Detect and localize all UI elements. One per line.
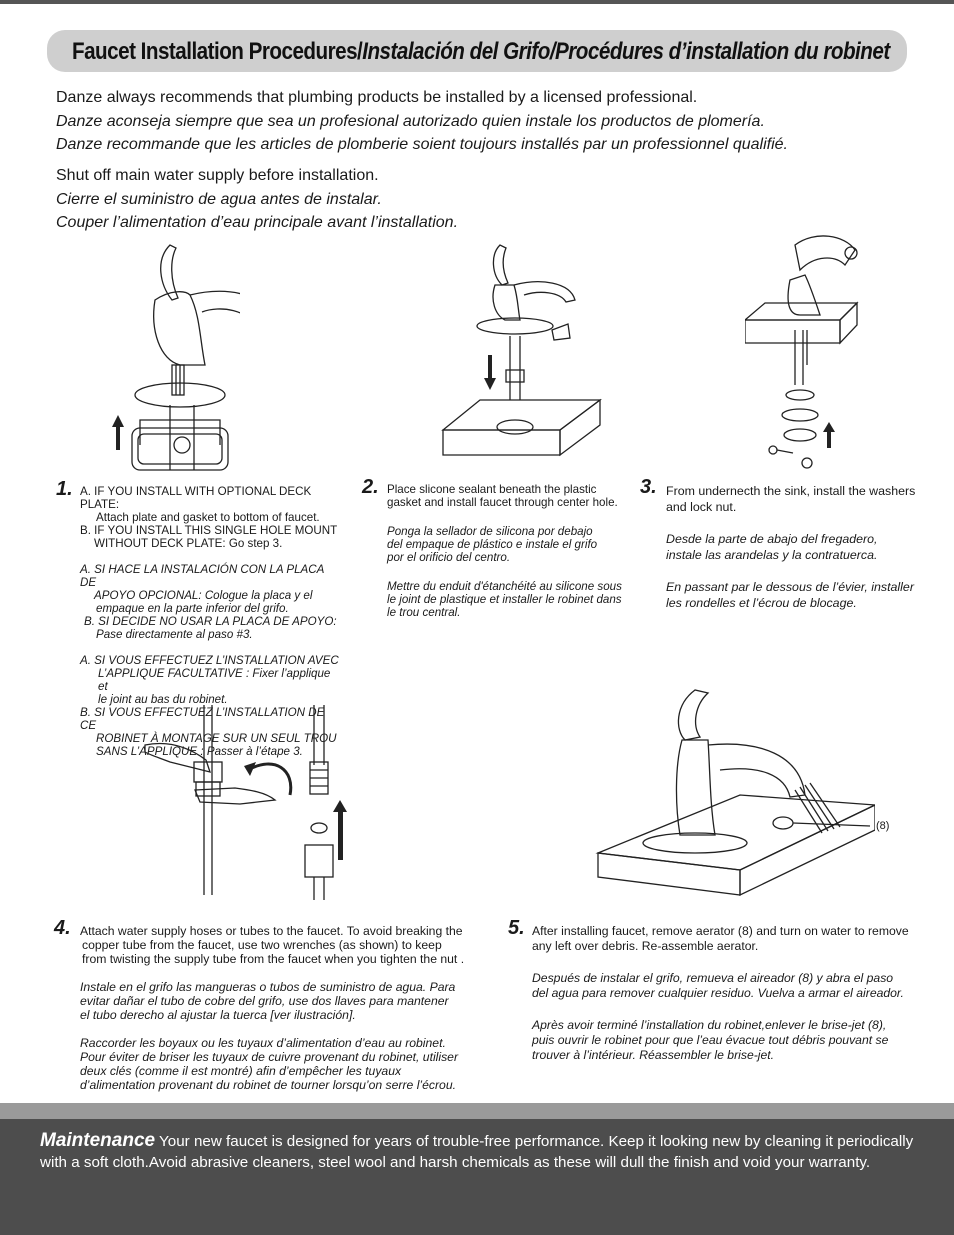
step2-line: gasket and install faucet through center hole. (387, 496, 618, 509)
step1-line: SANS L’APPLIQUE : Passer à l’étape 3. (96, 745, 303, 758)
step1-line: WITHOUT DECK PLATE: Go step 3. (94, 537, 283, 550)
step3-number: 3. (640, 476, 657, 498)
maintenance-title: Maintenance (40, 1130, 156, 1151)
step2-line: le trou central. (387, 606, 461, 619)
step4-number: 4. (54, 917, 71, 939)
step5-illustration (590, 685, 875, 900)
licensed-notice-fr: Danze recommande que les articles de plomberie soient toujours installés par un professionnel qualifié. (56, 136, 788, 153)
step3-line: instale las arandelas y la contratuerca. (666, 548, 878, 562)
licensed-notice-en: Danze always recommends that plumbing products be installed by a licensed professional. (56, 89, 698, 106)
step2-number: 2. (362, 476, 379, 498)
step1-number: 1. (56, 478, 73, 500)
step1-line: B. IF YOU INSTALL THIS SINGLE HOLE MOUNT (80, 524, 338, 537)
page-title: Faucet Installation Procedures/Instalación del Grifo/Procédures d’installation du robinet (72, 38, 890, 65)
shutoff-notice (56, 164, 458, 235)
step4-line: Pour éviter de briser les tuyaux de cuivre provenant du robinet, utiliser (80, 1050, 459, 1064)
step4-line: copper tube from the faucet, use two wrenches (as shown) to keep (82, 938, 442, 952)
step1-line: ROBINET À MONTAGE SUR UN SEUL TROU (96, 732, 337, 745)
maintenance-panel-top-band (0, 1103, 954, 1119)
step5-line: del agua para remover cualquier residuo. Vuelva a armar el aireador. (532, 986, 904, 1000)
licensed-notice (56, 86, 788, 157)
step1-line: le joint au bas du robinet. (98, 693, 228, 706)
step3-line: En passant par le dessous de l’évier, installer (666, 580, 914, 594)
step4-line: d’alimentation provenant du robinet de tourner lorsqu’on serre l’écrou. (80, 1078, 457, 1092)
step5-line: Después de instalar el grifo, remueva el aireador (8) y abra el paso (532, 971, 894, 985)
step2-line: Ponga la sellador de silicona por debajo (387, 525, 593, 538)
step5-line: puis ouvrir le robinet pour que l’eau évacue tout débris pouvant se (532, 1033, 889, 1047)
step5-line: any left over debris. Re-assemble aerator. (532, 939, 759, 953)
step1-line: A. IF YOU INSTALL WITH OPTIONAL DECK PLATE: (80, 485, 312, 511)
step5-number: 5. (508, 917, 525, 939)
shutoff-notice-es: Cierre el suministro de agua antes de instalar. (56, 190, 382, 208)
step4-text (80, 924, 500, 1092)
step1-line: A. SI HACE LA INSTALACIÓN CON LA PLACA DE (80, 563, 324, 589)
step4-line: from twisting the supply tube from the faucet when you tighten the nut . (82, 952, 465, 966)
step1-line: A. SI VOUS EFFECTUEZ L’INSTALLATION AVEC (80, 654, 339, 667)
step3-line: From undernecth the sink, install the washers (666, 484, 916, 498)
step3-illustration (745, 225, 865, 475)
aerator-label: (8) (876, 820, 890, 832)
step1-line: B. SI VOUS EFFECTUEZ L’INSTALLATION DE CE (80, 706, 325, 732)
shutoff-notice-en: Shut off main water supply before installation. (56, 167, 379, 184)
step2-line: Mettre du enduit d'étanchéité au silicone sous (387, 580, 622, 593)
step1-line: empaque en la parte inferior del grifo. (96, 602, 289, 615)
top-rule (0, 0, 954, 4)
step5-line: After installing faucet, remove aerator (8) and turn on water to remove (532, 924, 909, 938)
step4-line: Instale en el grifo las mangueras o tubos de suministro de agua. Para (80, 980, 456, 994)
step1-line: Attach plate and gasket to bottom of faucet. (96, 511, 320, 524)
maintenance-body: Your new faucet is designed for years of trouble-free performance. Keep it looking new by cleaning it periodically with a soft cloth.Avoid abrasive cleaners, steel wool and harsh chemicals as these will dull the finish and void your warranty. (40, 1133, 914, 1171)
step2-illustration (440, 240, 610, 480)
step3-text (666, 483, 936, 611)
step2-line: le joint de plastique et installer le robinet dans (387, 593, 622, 606)
step4-line: Attach water supply hoses or tubes to the faucet. To avoid breaking the (80, 924, 463, 938)
step5-line: trouver à l’intérieur. Réassembler le brise-jet. (532, 1048, 775, 1062)
step4-line: el tubo derecho al ajustar la tuerca [ver ilustración]. (80, 1008, 356, 1022)
step3-line: Desde la parte de abajo del fregadero, (666, 532, 878, 546)
step3-line: les rondelles et l’écrou de blocage. (666, 596, 857, 610)
step2-line: Place slicone sealant beneath the plastic (387, 483, 597, 496)
step2-line: por el orificio del centro. (387, 551, 511, 564)
step1-line: Pase directamente al paso #3. (96, 628, 253, 641)
step5-line: Après avoir terminé l’installation du robinet,enlever le brise-jet (8), (532, 1018, 887, 1032)
step1-illustration (110, 240, 240, 480)
step4-line: Raccorder les boyaux ou les tuyaux d’alimentation d’eau au robinet. (80, 1036, 446, 1050)
step1-line: L’APPLIQUE FACULTATIVE : Fixer l’applique et (98, 667, 331, 693)
step1-line: B. SI DECIDE NO USAR LA PLACA DE APOYO: (84, 615, 337, 628)
step5-text (532, 924, 942, 1063)
step3-line: and lock nut. (666, 500, 737, 514)
licensed-notice-es: Danze aconseja siempre que sea un profesional autorizado quien instale los productos de plomería. (56, 112, 765, 130)
shutoff-notice-fr: Couper l’alimentation d’eau principale avant l’installation. (56, 214, 459, 231)
step4-line: deux clés (comme il est montré) afin d’empêcher les tuyaux (80, 1064, 402, 1078)
maintenance-text (40, 1130, 940, 1173)
step1-line: APOYO OPCIONAL: Cologue la placa y el (94, 589, 313, 602)
step2-text (387, 483, 637, 619)
step4-line: evitar dañar el tubo de cobre del grifo, use dos llaves para mantener (80, 994, 449, 1008)
step4-illustration (140, 700, 370, 900)
step2-line: del empaque de plástico e instale el grifo (387, 538, 598, 551)
